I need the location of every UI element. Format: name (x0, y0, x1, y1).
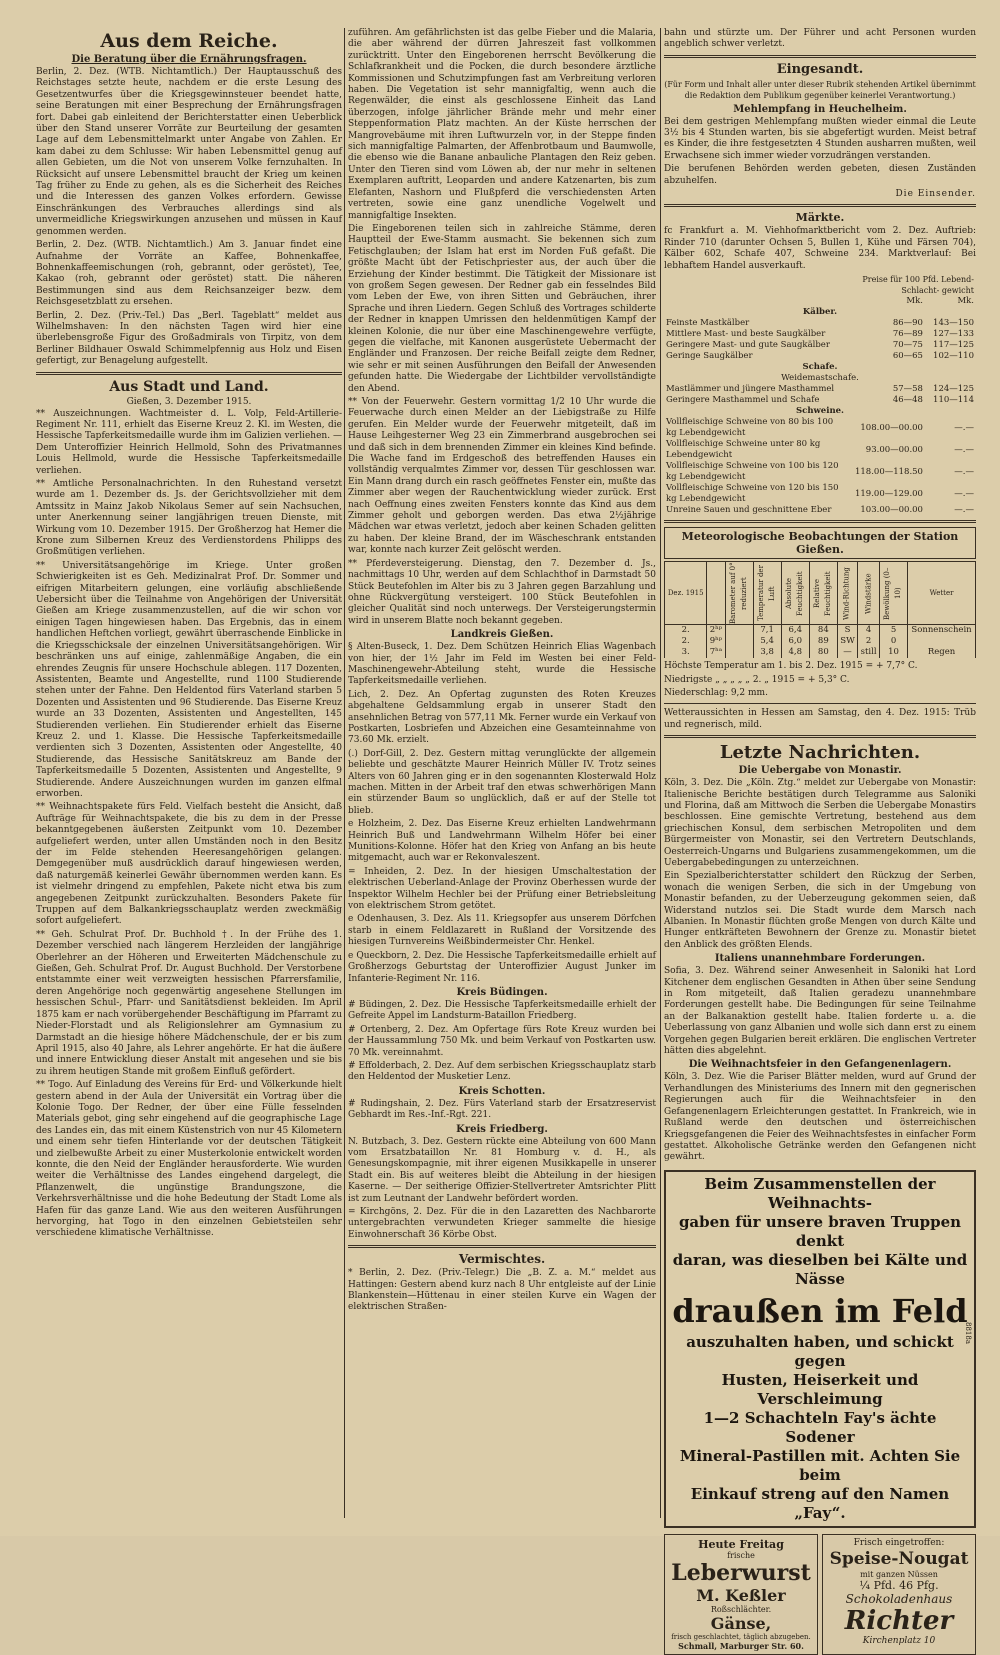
column-2 (348, 28, 656, 1518)
market-subcategory: Weidemastschafe. (781, 373, 859, 384)
met-cell: 10 (879, 647, 907, 658)
met-row (665, 647, 976, 658)
fay-advertisement (664, 1170, 976, 1528)
article-paragraph: ** Von der Feuerwehr. Gestern vormittag 1/2 10 Uhr wurde die Feuerwache durch einen Melder an der Liebigstraße zu Hilfe gerufen. Ein Melder wurde der Feuerwehr mitgeteilt, daß im Hause Leihgesterner Weg 23 ein Zimmerbrand ausgebrochen sei und daß sich in dem brennenden Zimmer ein kleines Kind befinde. Die Wache fand im Erdgeschoß des betreffenden Hauses ein vollständig verqualmtes Zimmer vor, dessen Tür geschlossen war. Ein Mann drang durch ein rasch geöffnetes Fenster ein, mußte das Zimmer aber wegen der Rauchentwicklung wieder zurück. Erst nach Oeffnung eines zweiten Fensters konnte das Kind aus dem Zimmer geholt und geborgen werden. Das etwa 2½jährige Mädchen war etwas verletzt, jedoch aber keinen Schaden gelitten zu haben. Der kleine Brand, der im Wäscheschrank entstanden war, konnte nach kurzer Zeit gelöscht werden. (348, 397, 656, 556)
market-price: 57—58 (892, 384, 923, 395)
subheading: Die Weihnachtsfeier in den Gefangenenlagern. (688, 1059, 952, 1071)
met-cell (725, 636, 753, 647)
met-cell: Sonnenschein (908, 625, 976, 637)
met-cell: 9ʰᵖ (707, 636, 725, 647)
market-label: Unreine Sauen und geschnittene Eber (666, 505, 832, 516)
market-label: Feinste Mastkälber (666, 318, 750, 329)
met-cell: 7ʰᵃ (707, 647, 725, 658)
article-paragraph: Berlin, 2. Dez. (WTB. Nichtamtlich.) Am 3. Januar findet eine Aufnahme der Vorräte an Kaffee, Bohnenkaffee, Bohnenkaffeemischungen (roh, gebrannt, oder geröstet), Tee, Kakao (roh, gebrannt oder geröstet) statt. Die näheren Bestimmungen sind aus dem Reichsanzeiger bezw. dem Reichsgesetzblatt zu ersehen. (36, 240, 342, 308)
ad-text: Einkauf streng auf den Namen „Fay“. (690, 1484, 950, 1522)
article-paragraph: § Alten-Buseck, 1. Dez. Dem Schützen Heinrich Elias Wagenbach von hier, der 1½ Jahr im Feld im Westen bei einer Feld-Maschinengewehr-Abteilung steht, wurde die Hessische Tapferkeitsmedaille verliehen. (348, 642, 656, 687)
article-paragraph: Die berufenen Behörden werden gebeten, diesen Zuständen abzuhelfen. (664, 164, 976, 186)
met-header: Relative Feuchtigkeit (809, 562, 837, 625)
market-price: 127—133 (933, 329, 974, 340)
article-paragraph: e Odenhausen, 3. Dez. Als 11. Kriegsopfer aus unserem Dörfchen starb in einem Feldlazarett in Rußland der Vorsitzende des hiesigen Turnvereins Weißbindermeister Chr. Henkel. (348, 914, 656, 948)
market-price: 70—75 (892, 340, 923, 351)
article-paragraph: * Berlin, 2. Dez. (Priv.-Telegr.) Die „B. Z. a. M.“ meldet aus Hattingen: Gestern abend kurz nach 8 Uhr entgleiste auf der Linie Blankenstein—Hüttenau in einer steilen Kurve ein Wagen der elektrischen Straßen- (348, 1268, 656, 1313)
section-title-vermischtes: Vermischtes. (458, 1252, 546, 1267)
market-category: Schafe. (802, 362, 838, 373)
met-min: Niedrigste „ „ „ „ „ 2. „ 1915 = + 5,3° C. (664, 674, 850, 685)
ad-text: Mineral-Pastillen mit. Achten Sie beim (679, 1446, 961, 1484)
market-price: 86—90 (892, 318, 923, 329)
market-price: 143—150 (933, 318, 974, 329)
subheading: Die Uebergabe von Monastir. (738, 765, 902, 777)
ad-text: mit ganzen Nüssen (860, 1569, 938, 1579)
market-price: —.— (954, 422, 974, 433)
market-price: 117—125 (933, 340, 974, 351)
article-paragraph: Bei dem gestrigen Mehlempfang mußten wieder einmal die Leute 3½ bis 4 Stunden warten, bis sie abgefertigt wurden. Meist betraf es Kinder, die ihre festgesetzten 4 Stunden ausharren mußten, weil Erwachsene sich immer wieder vorzudrängen verstanden. (664, 116, 976, 161)
met-cell: 4,8 (781, 647, 809, 658)
market-label: Mittlere Mast- und beste Saugkälber (666, 329, 826, 340)
ad-text: auszuhalten haben, und schickt gegen (686, 1332, 954, 1370)
market-category: Kälber. (802, 307, 838, 318)
ad-text: Roßschlächter. (710, 1604, 772, 1614)
article-paragraph: # Rudingshain, 2. Dez. Fürs Vaterland starb der Ersatzreservist Gebhardt im Res.-Inf.-Rgt. 221. (348, 1098, 656, 1121)
subheading: Die Beratung über die Ernährungsfragen. (71, 54, 307, 65)
article-paragraph: bahn und stürzte um. Der Führer und acht Personen wurden angeblich schwer verletzt. (664, 28, 976, 50)
market-row (664, 483, 976, 505)
market-price: 110—114 (933, 395, 974, 406)
column-rule (344, 28, 345, 1518)
met-cell (725, 647, 753, 658)
met-cell: SW (837, 636, 857, 647)
article-paragraph: ** Geh. Schulrat Prof. Dr. Buchhold †. In der Frühe des 1. Dezember verschied nach längerem Herzleiden der langjährige Oberlehrer an der Höheren und Erweiterten Mädchenschule zu Gießen, Geh. Schulrat Prof. Dr. August Buchhold. Der Verstorbene entstammte einer weit verzweigten hessischen Pfarrersfamilie, deren Angehörige noch gegenwärtig angesehene Stellungen im hessischen Schul-, Pfarr- und Sanitätsdienst bekleiden. Im April 1875 kam er nach vorübergehender Beschäftigung im Pfarramt zu Nieder-Florstadt und als Religionslehrer am Gymnasium zu Darmstadt an die hiesige höhere Mädchenschule, der er bis zum April 1915, also 40 Jahre, als Lehrer angehörte. Er hat die äußere und innere Entwicklung dieser Anstalt mit angesehen und sie bis zu ihrem heutigen Stande mit großem Einfluß gefördert. (36, 929, 342, 1077)
met-cell (908, 636, 976, 647)
section-title-reich: Aus dem Reiche. (100, 30, 278, 52)
market-price: 118.00—118.50 (854, 466, 923, 477)
met-cell: 89 (809, 636, 837, 647)
column-1 (36, 28, 342, 1518)
met-header: Absolute Feuchtigkeit (781, 562, 809, 625)
met-cell: 2. (665, 625, 707, 637)
kessler-advertisement (664, 1534, 818, 1655)
market-row (664, 340, 976, 351)
article-paragraph: = Kirchgöns, 2. Dez. Für die in den Lazaretten des Nachbarorte untergebrachten verwundeten Krieger sammelte die hiesige Einwohnerschaft 36 Körbe Obst. (348, 1207, 656, 1240)
market-label: Geringere Mast- und gute Saugkälber (666, 340, 830, 351)
article-paragraph: Ein Spezialberichterstatter schildert den Rückzug der Serben, wonach die wenigen Serben, die sich in der Umgebung von Monastir befanden, zu der Ueberzeugung gekommen seien, daß Widerstand nutzlos sei. Die Stadt wurde dem Marsch nach Albanien. In Monastir flüchten große Mengen von durch Kälte und Hunger entkräfteten Bewohnern der Grenze zu. Monastir bietet den Anblick des größten Elends. (664, 871, 976, 950)
richter-advertisement (822, 1534, 976, 1655)
weather-forecast: Wetteraussichten in Hessen am Samstag, den 4. Dez. 1915: Trüb und regnerisch, mild. (664, 708, 976, 730)
market-price: 60—65 (892, 351, 923, 362)
market-label: Vollfleischige Schweine von 100 bis 120 kg Lebendgewicht (666, 461, 839, 483)
article-paragraph: Lich, 2. Dez. An Opfertag zugunsten des Roten Kreuzes abgehaltene Geldsammlung ergab in unserer Stadt den ansehnlichen Betrag von 577,11 Mk. Ferner wurde ein Verkauf von Postkarten, Losbriefen und Abzeichen eine Gesamteinnahme von 73.60 Mk. erzielt. (348, 689, 656, 746)
article-paragraph: Die Eingeborenen teilen sich in zahlreiche Stämme, deren Hauptteil der Ewe-Stamm ausmacht. Sie bekennen sich zum Fetischglauben; der Islam hat erst im Norden Fuß gefaßt. Die größte Macht übt der Fetischpriester aus, der auch über die Erziehung der Kinder bestimmt. Die Tätigkeit der Missionare ist von großem Segen gewesen. Der Redner gab ein fesselndes Bild vom Leben der Ewe, von ihren Sitten und Gebräuchen, ihrer Sprache und ihren Liedern. Gegen Schluß des Vortrages schilderte der Redner in knappen Umrissen den heldenmütigen Kampf der kleinen Kolonie, die nur über eine Maschinengewehre verfügte, gegen die vielfache, mit Kanonen ausgerüstete Uebermacht der Engländer und Franzosen. Der reiche Beifall zeigte dem Redner, wie sehr er mit seinen Ausführungen den Beifall der Anwesenden gefunden hatte. Die Wiedergabe der Lichtbilder vervollständigte den Abend. (348, 223, 656, 394)
ad-address: Schmall, Marburger Str. 60. (678, 1640, 804, 1651)
ad-product: Leberwurst (671, 1559, 811, 1586)
met-cell: 3,8 (753, 647, 781, 658)
met-cell: — (837, 647, 857, 658)
divider (664, 735, 976, 738)
market-row (664, 351, 976, 362)
market-label: Vollfleischige Schweine von 80 bis 100 kg Lebendgewicht (666, 417, 834, 439)
meteorology-table (664, 561, 976, 658)
subheading: Kreis Schotten. (458, 1085, 546, 1097)
article-paragraph: Köln, 3. Dez. Wie die Pariser Blätter melden, wurd auf Grund der Verhandlungen des Ministeriums des Innern mit den gegnerischen Regierungen auch für die Weihnachtsfeier in den Gefangenenlagern Erleichterungen gestattet. In Frankreich, wie in Rußland werde den deutschen und österreichischen Kriegsgefangenen die Feier des Weihnachtsfestes in einfacher Form gestattet. Alkoholische Getränke werden den Gefangenen nicht gewährt. (664, 1072, 976, 1163)
eingesandt-title: Eingesandt. (776, 61, 864, 77)
market-table (664, 274, 976, 516)
ad-text: Husten, Heiserkeit und Verschleimung (721, 1370, 919, 1408)
ad-product: Speise-Nougat (829, 1548, 969, 1569)
article-paragraph: Sofia, 3. Dez. Während seiner Anwesenheit in Saloniki hat Lord Kitchener dem englischen Gesandten in Athen über seine Sendung in Rom mitgeteilt, daß Italien geradezu unannehmbare Forderungen gestellt habe. Die Bedingungen für seine Teilnahme an der Balkanaktion gestellt habe. Italien forderte u. a. die Ueberlassung von ganz Albanien und wolle sich dann erst zu einem Vorgehen gegen Bulgarien bereit erklären. Die englischen Vertreter hätten dies abgelehnt. (664, 966, 976, 1057)
article-paragraph: Berlin, 2. Dez. (WTB. Nichtamtlich.) Der Hauptausschuß des Reichstages setzte heute, nachdem er die erste Lesung des Gesetzentwurfes über die Kriegsgewinnsteuer beendet hatte, seine Beratungen mit einer Besprechung der Ernährungsfragen fort. Dabei gab einleitend der Berichterstatter einen Ueberblick über den Stand unserer Vorräte zur Beurteilung der gesamten Lage auf dem Lebensmittelmarkt unter Angabe von Zahlen. Er kam dabei zu dem Schlusse: Wir haben Lebensmittel genug auf allen Gebieten, um die Not von unserem Volke fernzuhalten. In Rücksicht auf unsere Lebensmittel braucht der Krieg um keinen Tag früher zu Ende zu gehen, als es die Sicherheit des Reiches und die Interessen des ganzen Volkes erfordern. Gewisse Einschränkungen des Verbrauches allerdings sind als unvermeidliche Kriegswirkungen anzusehen und müssen in Kauf genommen werden. (36, 67, 342, 237)
market-price: 124—125 (933, 384, 974, 395)
ad-code: 8818a (964, 1321, 972, 1344)
met-header: Bewölkung (0–10) (879, 562, 907, 625)
article-paragraph: # Effolderbach, 2. Dez. Auf dem serbischen Kriegsschauplatz starb den Heldentod der Musketier Lenz. (348, 1060, 656, 1083)
divider (348, 1245, 656, 1248)
market-row (664, 505, 976, 516)
article-paragraph: ** Auszeichnungen. Wachtmeister d. L. Volp, Feld-Artillerie-Regiment Nr. 111, erhielt das Eiserne Kreuz 2. Kl. im Westen, die Hessische Tapferkeitsmedaille wurde ihm im Galizien verliehen. — Dem Unteroffizier Heinrich Hellmold, Sohn des Privatmannes Louis Hellmold, wurde die Hessische Tapferkeitsmedaille verliehen. (36, 408, 342, 476)
market-label: Vollfleischige Schweine unter 80 kg Lebendgewicht (666, 439, 821, 461)
dateline: Gießen, 3. Dezember 1915. (126, 396, 252, 407)
article-paragraph: Köln, 3. Dez. Die „Köln. Ztg.“ meldet zur Uebergabe von Monastir: Italienische Berichte bestätigen durch Telegramme aus Saloniki und Florina, daß am Mittwoch die Serben die Uebergabe Monastirs beschlossen. Eine gemischte Vertretung, bestehend aus dem griechischen Konsul, dem serbischen Metropoliten und dem Bürgermeister von Monastir, sei den Vertretern Deutschlands, Oesterreich-Ungarns und Bulgariens zusammengekommen, um die Uebergabebedingungen zu unterzeichnen. (664, 778, 976, 868)
met-cell: 80 (809, 647, 837, 658)
ad-text: 1—2 Schachteln Fay's ächte Sodener (703, 1408, 937, 1446)
met-cell: 4 (858, 625, 880, 637)
ad-text: Frisch eingetroffen: (853, 1537, 945, 1548)
unit-label: Mk. (957, 296, 974, 307)
met-cell: 5,4 (753, 636, 781, 647)
ad-price: ¼ Pfd. 46 Pfg. (859, 1578, 939, 1592)
met-cell: S (837, 625, 857, 637)
ad-text: frisch geschlachtet, täglich abzugeben. (671, 1632, 811, 1641)
column-rule (660, 28, 661, 1518)
market-row (664, 439, 976, 461)
market-price-head: Preise für 100 Pfd. Lebend- Schlacht- gewicht (862, 275, 974, 296)
divider (664, 55, 976, 58)
met-cell: 2ʰᵖ (707, 625, 725, 637)
unit-label: Mk. (906, 296, 923, 307)
article-paragraph: ** Universitätsangehörige im Kriege. Unter großen Schwierigkeiten ist es Geh. Medizinalrat Prof. Dr. Sommer und eifrigen Mitarbeitern gelungen, eine vorläufig abschließende Uebersicht über die Teilnahme von Angehörigen der Universität Gießen am Kriege zusammenzustellen, auf die wir schon vor einigen Tagen hingewiesen haben. Das Ergebnis, das in einem handlichen Heftchen vorliegt, gewährt überraschende Einblicke in die Kriegsschicksale der einzelnen Universitätsangehörigen. Wir beschränken uns auf einige, zahlenmäßige Angaben, die ein ehrendes Zeugnis für unsere Hochschule ablegen. 117 Dozenten, Assistenten, Beamte und Angestellte, rund 1100 Studierende stehen unter der Fahne. Den Heldentod fürs Vaterland starben 5 Dozenten und Assistenten und 96 Studierende. Das Eiserne Kreuz wurde an 33 Dozenten, Assistenten und Angestellten, 145 Studierenden verliehen. Ein Studierender erhielt das Eiserne Kreuz 2. und 1. Klasse. Die Hessische Tapferkeitsmedaille verdienten sich 3 Dozenten, Assistenten oder Angestellte, 40 Studierende, das Hessische Sanitätskreuz am Bande der Tapferkeitsmedaille 5 Dozenten, Assistenten und Angestellte, 9 Studierende. Andere Auszeichnungen wurden im ganzen elfmal erworben. (36, 560, 342, 799)
article-paragraph: ** Pferdeversteigerung. Dienstag, den 7. Dezember d. Js., nachmittags 10 Uhr, werden auf dem Schlachthof in Darmstadt 50 Stück Beutefohlen im Alter bis zu 3 Jahren gegen Barzahlung und ohne Rückvergütung versteigert. 100 Stück Beutefohlen in gleicher Qualität sind noch unterwegs. Der Versteigerungstermin wird in unserem Blatte noch bekannt gegeben. (348, 558, 656, 626)
met-cell: 2. (665, 636, 707, 647)
article-paragraph: ** Togo. Auf Einladung des Vereins für Erd- und Völkerkunde hielt gestern abend in der Aula der Universität ein Vortrag über die Kolonie Togo. Der Redner, der über eine Fülle fesselnden Materials gebot, ging sehr eingehend auf die geographische Lage des Landes ein, das mit einem Küstenstrich von nur 45 Kilometern und einem sehr tiefen Hinterlande vor der deutschen Tätigkeit und zielbewußte Arbeit zu einer Musterkolonie entwickelt worden konnte, die den Neid der Engländer herausforderte. Wie wurden weiter die Verhältnisse des Landes eingehend dargelegt, die Pflanzenwelt, die ungünstige Brandungszone, die Verkehrsverhältnisse und die hohe Bedeutung der Stadt Lome als Hafen für das ganze Land. Wie aus den weiteren Ausführungen hervorging, hat Togo in den einzelnen Gebietsteilen sehr verschiedene klimatische Verhältnisse. (36, 1080, 342, 1239)
met-precip: Niederschlag: 9,2 mm. (664, 687, 768, 698)
market-price: —.— (954, 444, 974, 455)
market-price: 102—110 (933, 351, 974, 362)
market-price: 103.00—00.00 (860, 505, 923, 516)
market-row (664, 384, 976, 395)
ad-shop-name: Richter (844, 1605, 954, 1636)
ad-address: Kirchenplatz 10 (862, 1635, 936, 1646)
met-header: Wind-Richtung (837, 562, 857, 625)
met-cell (725, 625, 753, 637)
met-cell: Regen (908, 647, 976, 658)
article-paragraph: = Inheiden, 2. Dez. In der hiesigen Umschaltestation der elektrischen Ueberland-Anlage der Provinz Oberhessen wurde der Inspektor Wilhelm Hechler bei der Prüfung einer Betriebsleitung von elektrischem Strom getötet. (348, 866, 656, 912)
column-3 (664, 28, 976, 1651)
divider (664, 520, 976, 523)
market-price: 46—48 (892, 395, 923, 406)
met-header (707, 562, 725, 625)
market-label: Geringe Saugkälber (666, 351, 753, 362)
ad-text: gaben für unsere braven Truppen denkt (678, 1212, 962, 1250)
ad-text: Gänse, (710, 1613, 772, 1633)
ad-text: Beim Zusammenstellen der Weihnachts- (704, 1174, 936, 1212)
subheading: Italiens unannehmbare Forderungen. (714, 953, 926, 965)
ad-text: daran, was dieselben bei Kälte und Nässe (672, 1250, 968, 1288)
subheading: Kreis Büdingen. (456, 986, 548, 998)
market-label: Mastlämmer und jüngere Masthammel (666, 384, 835, 395)
market-row (664, 329, 976, 340)
met-cell: 2 (858, 636, 880, 647)
met-row (665, 625, 976, 637)
article-paragraph: ** Weihnachtspakete fürs Feld. Vielfach besteht die Ansicht, daß Aufträge für Weihnachtspakete, die bis zu dem in der Presse bekanntgegebenen äußersten Zeitpunkt vom 10. Dezember aufgeliefert werden, unter allen Umständen noch in den Besitz der im Felde stehenden Heeresangehörigen gelangen. Demgegenüber muß ausdrücklich darauf hingewiesen werden, daß naturgemäß keinerlei Gewähr übernommen werden kann. Es ist vielmehr dringend zu empfehlen, Pakete nicht etwa bis zum angegebenen Zeitpunkt zurückzuhalten. Besonders Pakete für Truppen auf dem Balkankriegsschauplatz werden zweckmäßig sofort aufgeliefert. (36, 802, 342, 927)
market-row (664, 417, 976, 439)
market-price: —.— (954, 466, 974, 477)
ad-firm: M. Keßler (696, 1585, 786, 1605)
subheading: Landkreis Gießen. (450, 629, 554, 641)
met-cell: still (858, 647, 880, 658)
met-cell: 3. (665, 647, 707, 658)
divider (664, 703, 976, 704)
section-title-stadt: Aus Stadt und Land. (109, 378, 269, 395)
divider (36, 372, 342, 375)
article-paragraph: ** Amtliche Personalnachrichten. In den Ruhestand versetzt wurde am 1. Dezember ds. Js. der Gerichtsvollzieher mit dem Amtssitz in Mainz Jakob Nikolaus Semer auf sein Nachsuchen, unter Anerkennung seiner langjährigen treuen Dienste, mit Wirkung vom 10. Dezember 1915. Der Großherzog hat Hemer die Krone zum Silbernen Kreuz des Verdienstordens Philipps des Großmütigen verliehen. (36, 479, 342, 558)
market-row (664, 395, 976, 406)
divider (664, 204, 976, 207)
market-row (664, 461, 976, 483)
market-intro: fc Frankfurt a. M. Viehhofmarktbericht vom 2. Dez. Auftrieb: Rinder 710 (darunter Ochsen 5, Bullen 1, Kühe und Färsen 704), Kälber 602, Schafe 407, Schweine 234. Marktverlauf: Bei lebhaftem Handel ausverkauft. (664, 226, 976, 271)
met-cell: 5 (879, 625, 907, 637)
met-header: Windstärke (858, 562, 880, 625)
met-cell: 84 (809, 625, 837, 637)
ad-row (664, 1534, 976, 1655)
article-paragraph: # Büdingen, 2. Dez. Die Hessische Tapferkeitsmedaille erhielt der Gefreite Appel im Landsturm-Bataillon Friedberg. (348, 999, 656, 1022)
disclaimer: (Für Form und Inhalt aller unter dieser Rubrik stehenden Artikel übernimmt die Redaktion dem Publikum gegenüber keinerlei Verantwortung.) (664, 79, 976, 101)
met-header: Dez. 1915 (665, 562, 707, 625)
article-paragraph: # Ortenberg, 2. Dez. Am Opfertage fürs Rote Kreuz wurden bei der Haussammlung 750 Mk. und beim Verkauf von Postkarten usw. 70 Mk. vereinnahmt. (348, 1024, 656, 1058)
ad-shop: Schokoladenhaus (845, 1591, 953, 1606)
market-price: 76—89 (892, 329, 923, 340)
subheading: Mehlempfang in Heuchelheim. (733, 103, 907, 115)
market-row (664, 318, 976, 329)
article-paragraph: Berlin, 2. Dez. (Priv.-Tel.) Das „Berl. Tageblatt“ meldet aus Wilhelmshaven: In den nächsten Tagen wird hier eine überlebensgroße Figur des Großadmirals von Tirpitz, von dem Berliner Bildhauer Oswald Schimmelpfennig aus Holz und Eisen gefertigt, zur Benagelung aufgestellt. (36, 310, 342, 367)
market-price: —.— (954, 505, 974, 516)
met-cell: 6,0 (781, 636, 809, 647)
met-header: Wetter (908, 562, 976, 625)
signature: Die Einsender. (895, 189, 976, 200)
ad-headline: draußen im Feld (672, 1291, 968, 1330)
met-cell: 7,1 (753, 625, 781, 637)
market-price: —.— (954, 488, 974, 499)
maerkte-title: Märkte. (795, 211, 845, 225)
article-paragraph: e Holzheim, 2. Dez. Das Eiserne Kreuz erhielten Landwehrmann Heinrich Buß und Landwehrmann Wilhelm Höfer bei einer Munitions-Kolonne. Höfer hat den Krieg von Anfang an bis heute mitgemacht, auch war er Rekonvaleszent. (348, 819, 656, 864)
ad-text: Heute Freitag (698, 1537, 784, 1551)
met-cell: 6,4 (781, 625, 809, 637)
market-price: 119.00—129.00 (854, 488, 923, 499)
article-paragraph: (.) Dorf-Gill, 2. Dez. Gestern mittag verunglückte der allgemein beliebte und geschätzte Maurer Heinrich Müller IV. Trotz seines Alters von 60 Jahren ging er in den sogenannten Klosterwald Holz machen. Mitten in der Arbeit traf den etwas schwerhörigen Mann ein stürzender Baum so unglücklich, daß er auf der Stelle tot blieb. (348, 748, 656, 816)
article-paragraph: e Queckborn, 2. Dez. Die Hessische Tapferkeitsmedaille erhielt auf Großherzogs Geburtstag der Unteroffizier August Junker im Infanterie-Regiment Nr. 116. (348, 950, 656, 984)
met-max: Höchste Temperatur am 1. bis 2. Dez. 1915 = + 7,7° C. (664, 661, 918, 672)
market-category: Schweine. (796, 406, 844, 417)
market-label: Vollfleischige Schweine von 120 bis 150 kg Lebendgewicht (666, 483, 839, 505)
met-header: Barometer auf 0° reduziert (725, 562, 753, 625)
subheading: Kreis Friedberg. (456, 1123, 548, 1135)
article-paragraph: zuführen. Am gefährlichsten ist das gelbe Fieber und die Malaria, die aber während der dürren Jahreszeit fast vollkommen zurücktritt. Unter den Eingeborenen herrscht Bevölkerung die Schlafkrankheit und die Pocken, die durch besondere ärztliche Kommissionen und Schutzimpfungen fast am Verbreitung verloren haben. Die Vegetation ist sehr mannigfaltig, wenn auch die Regenwälder, die einst als geschlossene Einheit das Land überzogen, infolge jährlicher Brände mehr und mehr einer Steppenformation Platz machten. An der Küste herrschen der Mangrovebäume mit ihren Luftwurzeln vor, in der Steppe finden sich mannigfaltige Palmarten, der Affenbrotbaum und Baumwolle, die ebenso wie die Banane anbauliche Plantagen den Reiz geben. Unter den Tieren sind vom Löwen ab, der nur mehr in seltenen Exemplaren auftritt, Leoparden und andere Katzenarten, bis zum Elefanten, Nashorn und Flußpferd die verschiedensten Arten vertreten, sowie eine ganz unendliche Vogelwelt und mannigfaltige Insekten. (348, 28, 656, 221)
met-header: Temperatur der Luft (753, 562, 781, 625)
ad-text: frische (727, 1550, 755, 1560)
market-price: 93.00—00.00 (865, 444, 923, 455)
met-cell: 0 (879, 636, 907, 647)
meteorology-title: Meteorologische Beobachtungen der Station Gießen. (664, 527, 976, 559)
market-price: 108.00—00.00 (860, 422, 923, 433)
met-row (665, 636, 976, 647)
market-label: Geringere Masthammel und Schafe (666, 395, 820, 406)
latest-news-title: Letzte Nachrichten. (719, 742, 921, 764)
article-paragraph: N. Butzbach, 3. Dez. Gestern rückte eine Abteilung von 600 Mann vom Ersatzbataillon Nr. 81 Homburg v. d. H., als Genesungskompagnie, mit ihrer eigenen Musikkapelle in unserer Stadt ein. Bis auf weiteres bleibt die Abteilung in der hiesigen Kaserne. — Der seitherige Offizier-Stellvertreter Amtsrichter Plitt ist zum Leutnant der Landwehr befördert worden. (348, 1136, 656, 1204)
